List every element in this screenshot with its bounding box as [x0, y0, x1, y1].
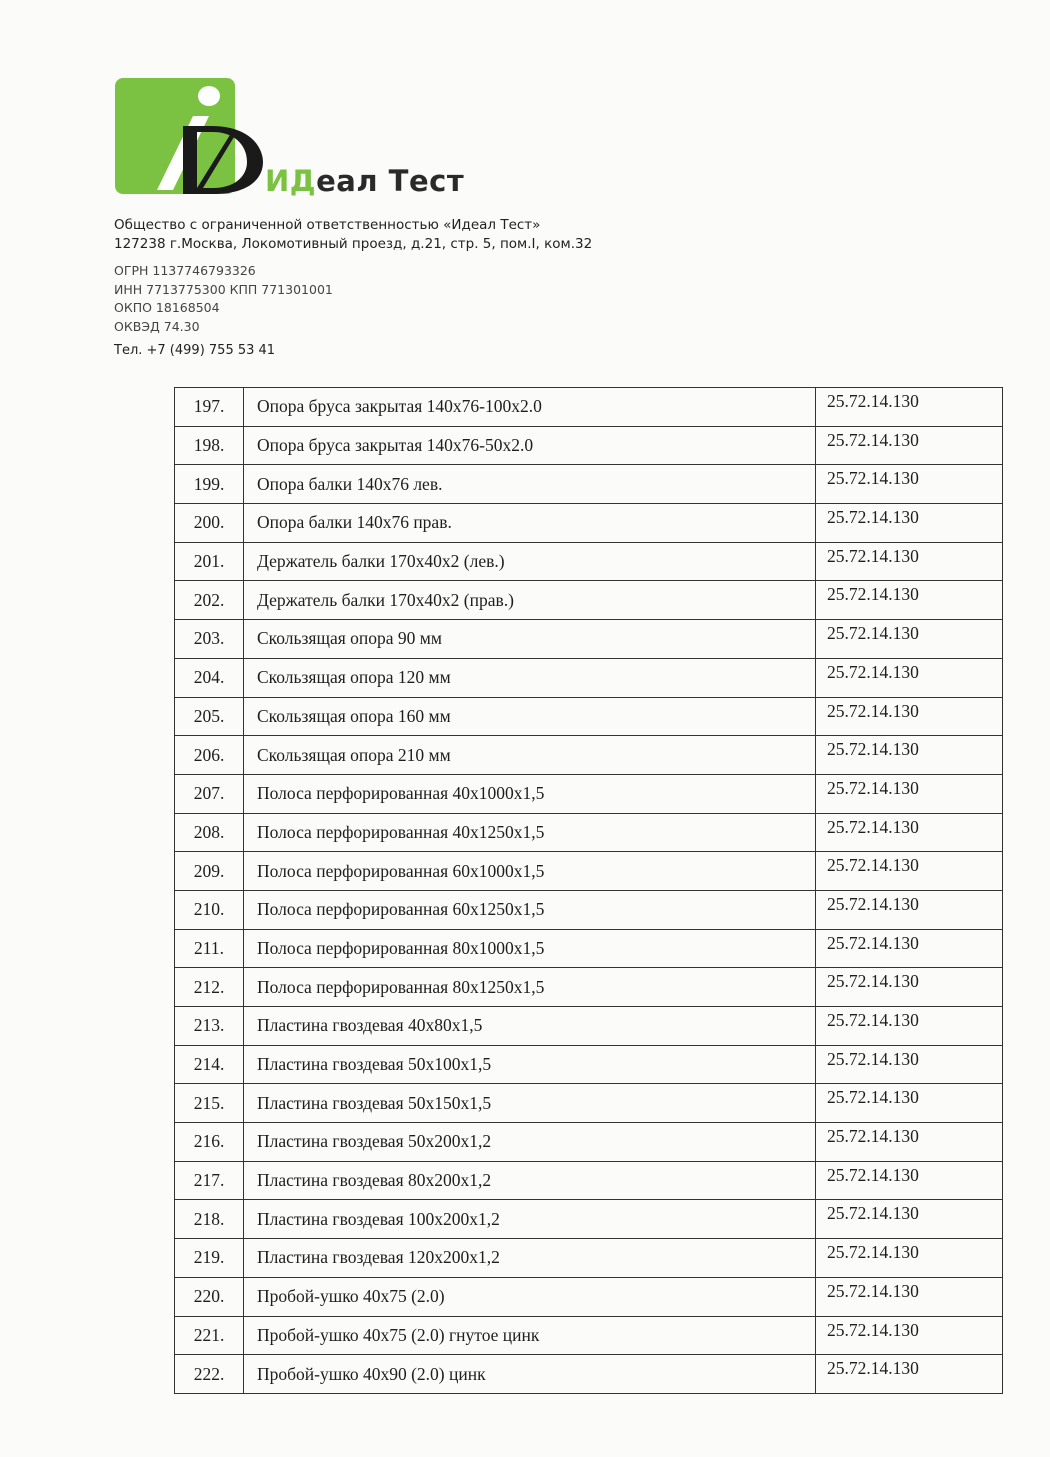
company-phone: Тел. +7 (499) 755 53 41	[114, 343, 276, 358]
row-number-cell: 216.	[175, 1123, 244, 1162]
table-row	[175, 542, 1003, 581]
okpd-code-cell: 25.72.14.130	[816, 542, 1003, 581]
table-row	[175, 426, 1003, 465]
product-name-cell: Опора бруса закрытая 140х76-100х2.0	[244, 388, 816, 427]
okpd-code-cell: 25.72.14.130	[816, 1007, 1003, 1046]
logo-brand-green-part: ИД	[265, 164, 317, 198]
products-table-wrap	[174, 387, 1003, 1394]
table-row	[175, 388, 1003, 427]
product-name-cell: Скользящая опора 90 мм	[244, 620, 816, 659]
okpd-code-cell: 25.72.14.130	[816, 465, 1003, 504]
table-row	[175, 504, 1003, 543]
row-number-cell: 213.	[175, 1007, 244, 1046]
okpd-code-cell: 25.72.14.130	[816, 1277, 1003, 1316]
row-number-cell: 215.	[175, 1084, 244, 1123]
row-number-cell: 212.	[175, 968, 244, 1007]
row-number-cell: 219.	[175, 1239, 244, 1278]
row-number-cell: 222.	[175, 1355, 244, 1394]
product-name-cell: Опора балки 140х76 лев.	[244, 465, 816, 504]
table-row	[175, 581, 1003, 620]
product-name-cell: Пластина гвоздевая 50х200х1,2	[244, 1123, 816, 1162]
product-name-cell: Пробой-ушко 40х75 (2.0) гнутое цинк	[244, 1316, 816, 1355]
table-row	[175, 1123, 1003, 1162]
product-name-cell: Полоса перфорированная 80х1000х1,5	[244, 929, 816, 968]
product-name-cell: Пробой-ушко 40х90 (2.0) цинк	[244, 1355, 816, 1394]
okved-line: ОКВЭД 74.30	[114, 318, 200, 334]
company-info	[114, 216, 592, 254]
table-row	[175, 465, 1003, 504]
product-name-cell: Опора бруса закрытая 140х76-50х2.0	[244, 426, 816, 465]
okpd-code-cell: 25.72.14.130	[816, 929, 1003, 968]
product-name-cell: Скользящая опора 210 мм	[244, 736, 816, 775]
table-row	[175, 1045, 1003, 1084]
table-row	[175, 697, 1003, 736]
product-name-cell: Полоса перфорированная 60х1000х1,5	[244, 852, 816, 891]
okpd-code-cell: 25.72.14.130	[816, 697, 1003, 736]
table-row	[175, 1200, 1003, 1239]
ogrn-line: ОГРН 1137746793326	[114, 263, 256, 278]
table-row	[175, 1355, 1003, 1394]
row-number-cell: 206.	[175, 736, 244, 775]
product-name-cell: Пластина гвоздевая 80х200х1,2	[244, 1161, 816, 1200]
row-number-cell: 207.	[175, 774, 244, 813]
table-row	[175, 774, 1003, 813]
row-number-cell: 204.	[175, 658, 244, 697]
okpd-code-cell: 25.72.14.130	[816, 1200, 1003, 1239]
table-row	[175, 1084, 1003, 1123]
okpd-code-cell: 25.72.14.130	[816, 426, 1003, 465]
table-row	[175, 658, 1003, 697]
okpd-code-cell: 25.72.14.130	[816, 1045, 1003, 1084]
row-number-cell: 202.	[175, 581, 244, 620]
product-name-cell: Пластина гвоздевая 120х200х1,2	[244, 1239, 816, 1278]
product-name-cell: Держатель балки 170х40х2 (лев.)	[244, 542, 816, 581]
okpd-code-cell: 25.72.14.130	[816, 1161, 1003, 1200]
row-number-cell: 205.	[175, 697, 244, 736]
okpo-line: ОКПО 18168504	[114, 300, 220, 316]
okpd-code-cell: 25.72.14.130	[816, 852, 1003, 891]
table-row	[175, 1316, 1003, 1355]
table-row	[175, 890, 1003, 929]
okpd-code-cell: 25.72.14.130	[816, 504, 1003, 543]
product-name-cell: Держатель балки 170х40х2 (прав.)	[244, 581, 816, 620]
row-number-cell: 220.	[175, 1277, 244, 1316]
registration-info	[114, 262, 333, 336]
product-name-cell: Опора балки 140х76 прав.	[244, 504, 816, 543]
row-number-cell: 211.	[175, 929, 244, 968]
product-name-cell: Пластина гвоздевая 50х100х1,5	[244, 1045, 816, 1084]
row-number-cell: 200.	[175, 504, 244, 543]
product-name-cell: Пробой-ушко 40х75 (2.0)	[244, 1277, 816, 1316]
okpd-code-cell: 25.72.14.130	[816, 1123, 1003, 1162]
company-logo	[113, 76, 473, 206]
okpd-code-cell: 25.72.14.130	[816, 658, 1003, 697]
company-legal-name: Общество с ограниченной ответственностью «Идеал Тест»	[114, 217, 541, 233]
okpd-code-cell: 25.72.14.130	[816, 813, 1003, 852]
table-row	[175, 929, 1003, 968]
table-row	[175, 1161, 1003, 1200]
product-name-cell: Полоса перфорированная 40х1250х1,5	[244, 813, 816, 852]
products-table	[174, 387, 1003, 1394]
okpd-code-cell: 25.72.14.130	[816, 890, 1003, 929]
product-name-cell: Пластина гвоздевая 40х80х1,5	[244, 1007, 816, 1046]
row-number-cell: 199.	[175, 465, 244, 504]
product-name-cell: Скользящая опора 160 мм	[244, 697, 816, 736]
logo-brand-name	[265, 164, 464, 198]
table-row	[175, 852, 1003, 891]
table-row	[175, 1007, 1003, 1046]
product-name-cell: Полоса перфорированная 40х1000х1,5	[244, 774, 816, 813]
row-number-cell: 201.	[175, 542, 244, 581]
row-number-cell: 208.	[175, 813, 244, 852]
okpd-code-cell: 25.72.14.130	[816, 620, 1003, 659]
row-number-cell: 221.	[175, 1316, 244, 1355]
row-number-cell: 197.	[175, 388, 244, 427]
row-number-cell: 210.	[175, 890, 244, 929]
okpd-code-cell: 25.72.14.130	[816, 774, 1003, 813]
table-row	[175, 813, 1003, 852]
okpd-code-cell: 25.72.14.130	[816, 1316, 1003, 1355]
okpd-code-cell: 25.72.14.130	[816, 736, 1003, 775]
product-name-cell: Скользящая опора 120 мм	[244, 658, 816, 697]
company-address: 127238 г.Москва, Локомотивный проезд, д.21, стр. 5, пом.I, ком.32	[114, 236, 593, 252]
row-number-cell: 217.	[175, 1161, 244, 1200]
okpd-code-cell: 25.72.14.130	[816, 1239, 1003, 1278]
okpd-code-cell: 25.72.14.130	[816, 968, 1003, 1007]
row-number-cell: 203.	[175, 620, 244, 659]
logo-id-mark	[113, 76, 273, 201]
table-row	[175, 968, 1003, 1007]
okpd-code-cell: 25.72.14.130	[816, 581, 1003, 620]
products-table-body	[175, 388, 1003, 1394]
row-number-cell: 214.	[175, 1045, 244, 1084]
okpd-code-cell: 25.72.14.130	[816, 388, 1003, 427]
table-row	[175, 1277, 1003, 1316]
row-number-cell: 209.	[175, 852, 244, 891]
product-name-cell: Полоса перфорированная 60х1250х1,5	[244, 890, 816, 929]
table-row	[175, 1239, 1003, 1278]
product-name-cell: Полоса перфорированная 80х1250х1,5	[244, 968, 816, 1007]
inn-kpp-line: ИНН 7713775300 КПП 771301001	[114, 281, 333, 297]
product-name-cell: Пластина гвоздевая 50х150х1,5	[244, 1084, 816, 1123]
row-number-cell: 198.	[175, 426, 244, 465]
table-row	[175, 736, 1003, 775]
okpd-code-cell: 25.72.14.130	[816, 1084, 1003, 1123]
product-name-cell: Пластина гвоздевая 100х200х1,2	[244, 1200, 816, 1239]
okpd-code-cell: 25.72.14.130	[816, 1355, 1003, 1394]
logo-brand-rest-part: еал Тест	[316, 164, 465, 198]
row-number-cell: 218.	[175, 1200, 244, 1239]
table-row	[175, 620, 1003, 659]
